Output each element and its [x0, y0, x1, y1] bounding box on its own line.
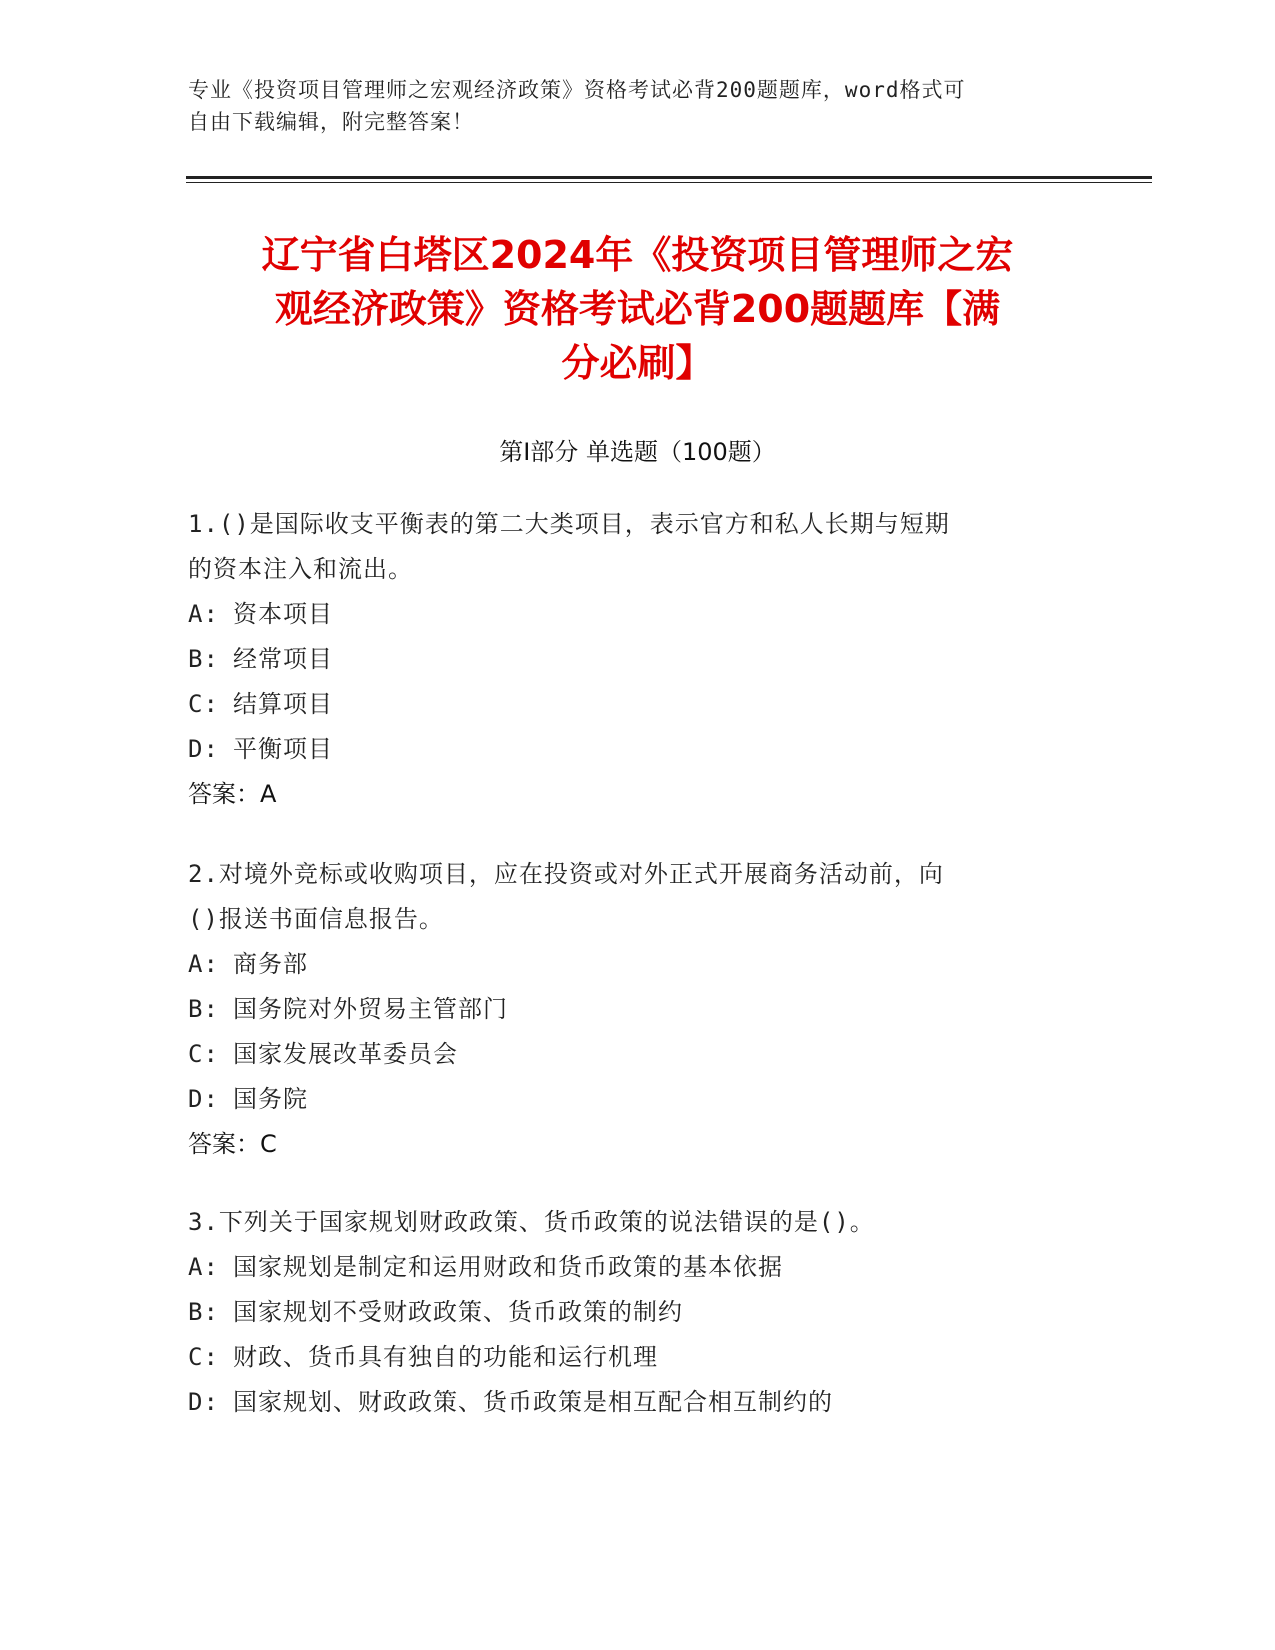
option-text: 国家规划不受财政政策、货币政策的制约: [233, 1298, 683, 1326]
intro-line: 专业《投资项目管理师之宏观经济政策》资格考试必背200题题库，word格式可: [188, 78, 966, 102]
intro-line: 自由下载编辑，附完整答案！: [188, 110, 474, 134]
option-c: [188, 1335, 1068, 1380]
option-letter: A:: [188, 950, 219, 978]
question-stem: 2.对境外竞标或收购项目，应在投资或对外正式开展商务活动前，向: [188, 860, 944, 888]
question-stem: 3.下列关于国家规划财政政策、货币政策的说法错误的是()。: [188, 1208, 875, 1236]
option-letter: C:: [188, 1343, 219, 1371]
option-text: 商务部: [233, 950, 308, 978]
answer-line: 答案：A: [188, 780, 277, 808]
option-letter: D:: [188, 1085, 219, 1113]
header-divider-thin: [186, 182, 1152, 183]
option-letter: A:: [188, 1253, 219, 1281]
option-text: 国家发展改革委员会: [233, 1040, 458, 1068]
option-letter: A:: [188, 600, 219, 628]
option-letter: D:: [188, 735, 219, 763]
option-text: 平衡项目: [233, 735, 333, 763]
option-c: [188, 682, 1068, 727]
option-text: 国家规划是制定和运用财政和货币政策的基本依据: [233, 1253, 783, 1281]
option-text: 经常项目: [233, 645, 333, 673]
option-text: 结算项目: [233, 690, 333, 718]
option-c: [188, 1032, 1068, 1077]
option-b: [188, 987, 1068, 1032]
option-letter: C:: [188, 690, 219, 718]
option-text: 国务院对外贸易主管部门: [233, 995, 508, 1023]
option-d: [188, 1380, 1068, 1425]
section-heading: 第Ⅰ部分 单选题（100题）: [499, 438, 776, 466]
option-text: 国务院: [233, 1085, 308, 1113]
question-stem: 的资本注入和流出。: [188, 555, 413, 583]
document-title: [170, 228, 1105, 390]
option-letter: B:: [188, 995, 219, 1023]
question-3: [188, 1200, 1068, 1425]
option-a: [188, 942, 1068, 987]
question-2: [188, 852, 1068, 1167]
title-line: 观经济政策》资格考试必背200题题库【满: [274, 287, 1001, 331]
option-b: [188, 637, 1068, 682]
option-text: 资本项目: [233, 600, 333, 628]
option-b: [188, 1290, 1068, 1335]
question-stem: ()报送书面信息报告。: [188, 905, 444, 933]
option-letter: B:: [188, 645, 219, 673]
option-letter: B:: [188, 1298, 219, 1326]
option-letter: C:: [188, 1040, 219, 1068]
option-letter: D:: [188, 1388, 219, 1416]
option-a: [188, 592, 1068, 637]
option-d: [188, 1077, 1068, 1122]
question-1: [188, 502, 1068, 817]
title-line: 分必刷】: [561, 341, 714, 385]
answer-line: 答案：C: [188, 1130, 277, 1158]
title-line: 辽宁省白塔区2024年《投资项目管理师之宏: [261, 233, 1014, 277]
question-stem: 1.()是国际收支平衡表的第二大类项目，表示官方和私人长期与短期: [188, 510, 950, 538]
option-text: 国家规划、财政政策、货币政策是相互配合相互制约的: [233, 1388, 833, 1416]
intro-paragraph: [188, 74, 1088, 138]
header-divider-thick: [186, 176, 1152, 179]
option-a: [188, 1245, 1068, 1290]
option-d: [188, 727, 1068, 772]
option-text: 财政、货币具有独自的功能和运行机理: [233, 1343, 658, 1371]
